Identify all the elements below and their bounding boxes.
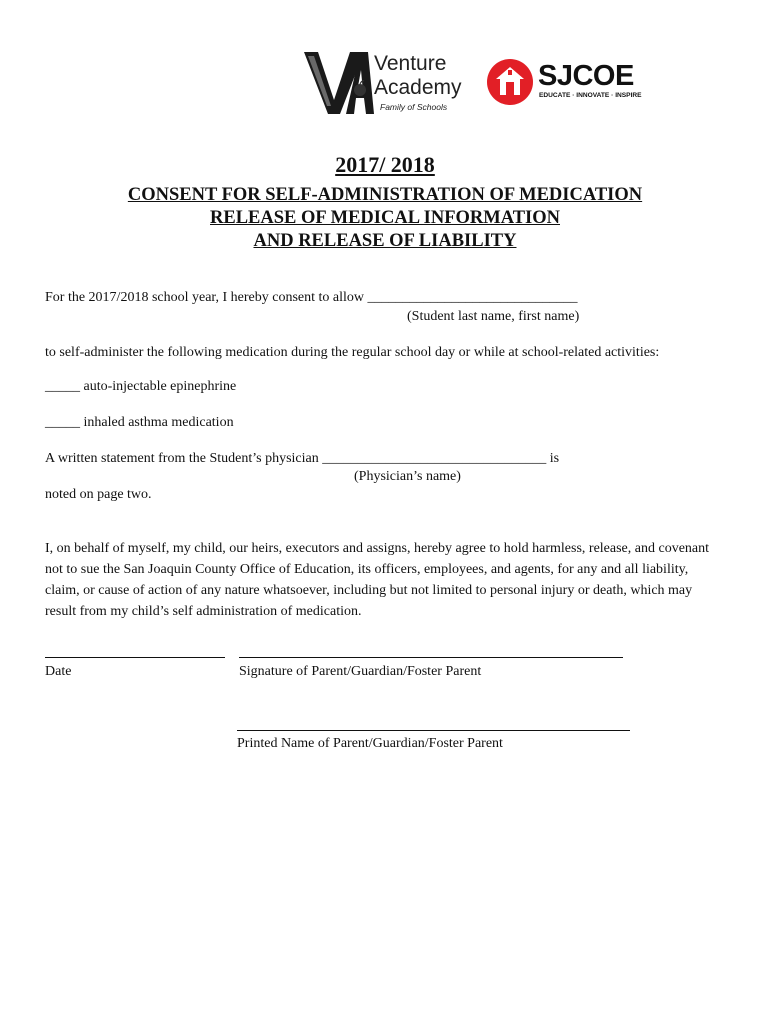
venture-academy-logo (300, 48, 480, 118)
school-year-title: 2017/ 2018 (335, 152, 435, 177)
date-line[interactable] (45, 657, 225, 658)
signature-line[interactable] (239, 657, 623, 658)
logo-venture-text: Venture (374, 52, 447, 75)
physician-name-blank[interactable]: ________________________________ (322, 451, 547, 466)
option-epinephrine (45, 378, 236, 395)
self-admin-text: to self-administer the following medication during the regular school day or while at school-related activities: (45, 345, 660, 360)
physician-caption: (Physician’s name) (354, 469, 461, 484)
logo-sjcoe-text: SJCOE (538, 60, 634, 92)
liability-paragraph: I, on behalf of myself, my child, our heirs, executors and assigns, hereby agree to hold harmless, release, and covenant not to sue the San Joaquin County Office of Education, its officers, employees, and agents, for any and all liability, claim, or cause of action of any nature whatsoever, including but not limited to personal injury or death, which may result from my child’s self administration of medication. (45, 541, 710, 619)
form-title-line-1: CONSENT FOR SELF-ADMINISTRATION OF MEDICATION (127, 185, 643, 205)
form-title-line-2: RELEASE OF MEDICAL INFORMATION (210, 208, 560, 228)
option-asthma (45, 414, 234, 431)
date-label: Date (45, 664, 72, 679)
logo-family-text: Family of Schools (380, 102, 448, 112)
epinephrine-label: auto-injectable epinephrine (83, 379, 237, 394)
student-name-caption: (Student last name, first name) (407, 309, 580, 324)
printed-name-line[interactable] (237, 730, 630, 731)
form-title-line-3: AND RELEASE OF LIABILITY (253, 231, 517, 251)
asthma-blank[interactable]: _____ (45, 415, 80, 430)
physician-continuation: noted on page two. (45, 487, 152, 502)
epinephrine-blank[interactable]: _____ (45, 379, 80, 394)
va-monogram-icon (300, 48, 380, 118)
logo-academy-text: Academy (374, 76, 462, 99)
physician-text: A written statement from the Student’s physician (45, 451, 319, 466)
physician-statement (45, 450, 559, 467)
physician-suffix: is (549, 451, 560, 466)
schoolhouse-icon (486, 58, 534, 106)
sjcoe-logo (486, 58, 646, 108)
consent-intro (45, 289, 578, 306)
asthma-label: inhaled asthma medication (83, 415, 234, 430)
consent-intro-text: For the 2017/2018 school year, I hereby consent to allow (45, 290, 365, 305)
logo-sjcoe-tagline: EDUCATE · INNOVATE · INSPIRE (539, 92, 642, 99)
signature-label: Signature of Parent/Guardian/Foster Parent (239, 664, 482, 679)
printed-name-label: Printed Name of Parent/Guardian/Foster Parent (237, 736, 503, 751)
student-name-blank[interactable]: ______________________________ (367, 290, 578, 305)
